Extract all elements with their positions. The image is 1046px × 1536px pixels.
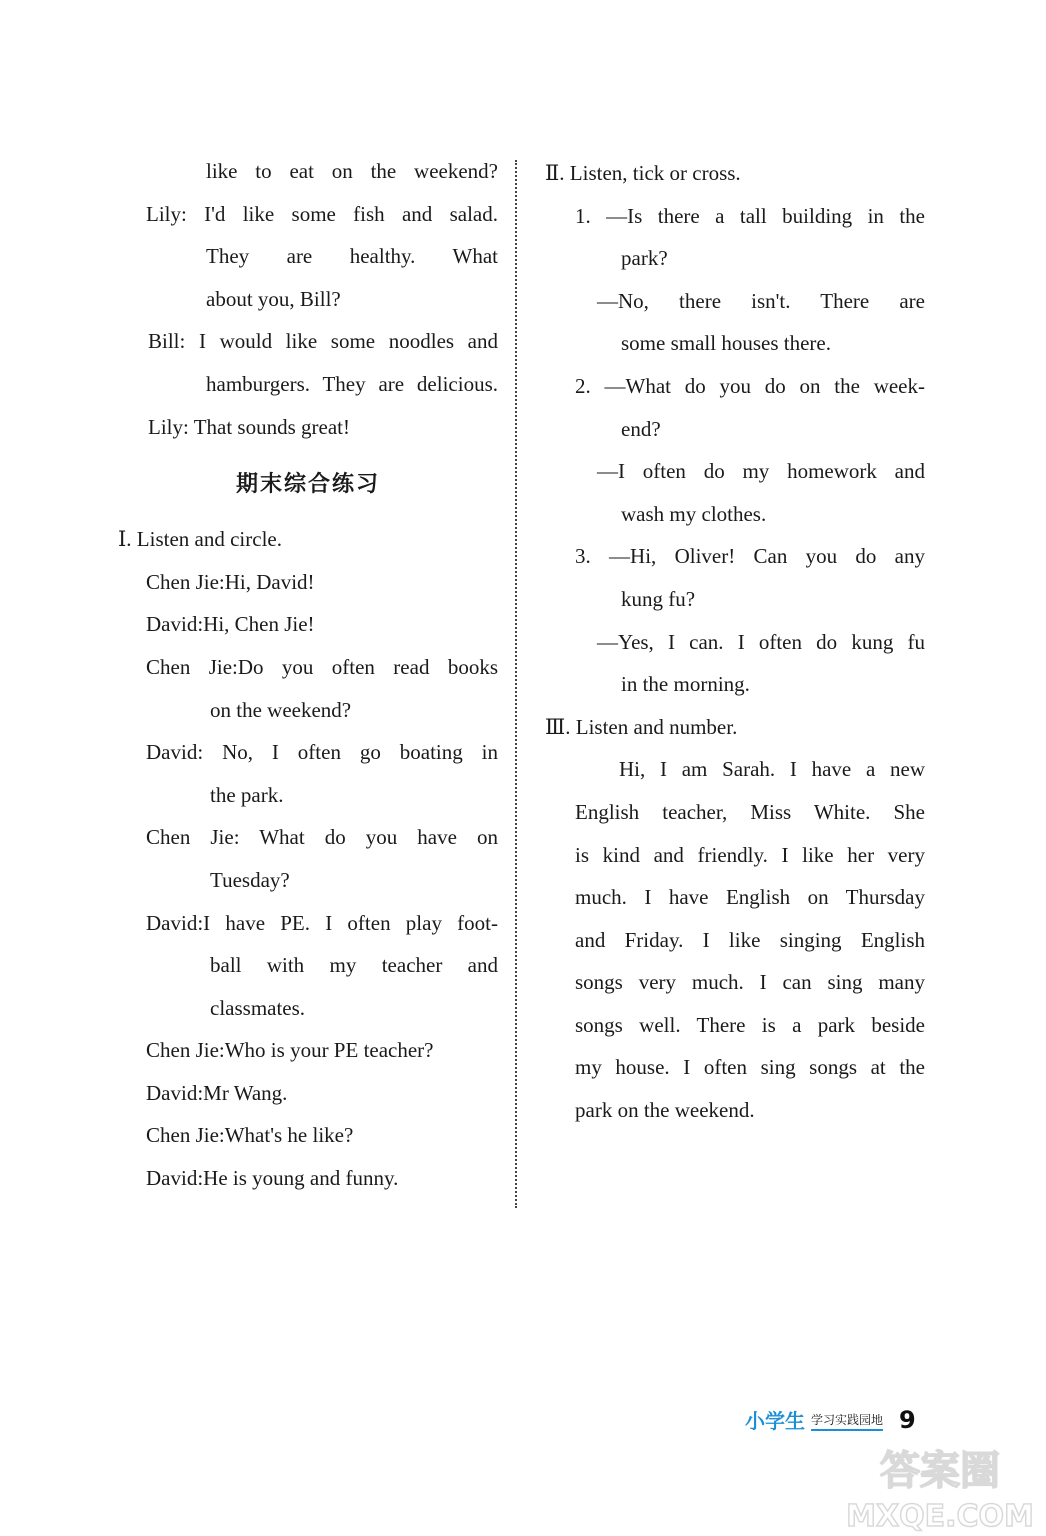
dialogue-line: kung fu? [621, 586, 696, 611]
dialogue-line: park? [621, 246, 668, 271]
page-number: 9 [899, 1406, 916, 1434]
section-title [545, 152, 925, 195]
dialogue-line: end? [621, 416, 661, 441]
dialogue-line: wash my clothes. [621, 501, 767, 526]
passage-line: much. I have English on Thursday [575, 885, 925, 910]
dialogue-line: —Yes, I can. I often do kung fu [597, 629, 925, 654]
dialogue-line: on the weekend? [210, 697, 352, 722]
dialogue-line: David:Mr Wang. [146, 1080, 288, 1105]
passage-line: English teacher, Miss White. She [575, 799, 925, 824]
section-heading: 期末综合练习 [235, 472, 380, 498]
passage-line: songs well. There is a park beside [575, 1012, 925, 1037]
dialogue-line: like to eat on the weekend? [206, 159, 498, 183]
dialogue-line: Chen Jie:Hi, David! [146, 569, 315, 594]
section-numeral: Ⅱ [545, 161, 560, 185]
dialogue-line: Bill: I would like some noodles and [148, 329, 498, 354]
dialogue-line: They are healthy. What [206, 244, 498, 269]
dialogue-line: Tuesday? [210, 867, 290, 892]
dialogue-line: Lily: I'd like some fish and salad. [146, 201, 498, 226]
passage-line: park on the weekend. [575, 1098, 755, 1123]
dialogue-line: in the morning. [621, 672, 750, 697]
dialogue-line: Lily: That sounds great! [148, 414, 350, 439]
dialogue-line: some small houses there. [621, 331, 831, 356]
brand-name: 小学生 [745, 1409, 805, 1433]
dialogue-line: Chen Jie:Do you often read books [146, 654, 498, 679]
dialogue-line: —I often do my homework and [597, 459, 925, 484]
dialogue-line: ball with my teacher and [210, 953, 498, 978]
passage-line: and Friday. I like singing English [575, 927, 925, 952]
section-title-text: . Listen and circle. [126, 527, 282, 552]
watermark-logo [840, 1440, 1040, 1532]
column-divider [515, 160, 517, 1208]
brand-subtitle: 学习实践园地 [811, 1411, 883, 1431]
section-title [118, 518, 498, 561]
right-column [545, 152, 925, 1132]
section-numeral: Ⅲ [545, 714, 566, 739]
dialogue-line: —No, there isn't. There are [597, 288, 925, 313]
section-numeral: Ⅰ [118, 527, 127, 552]
passage-line: Hi, I am Sarah. I have a new [619, 757, 925, 782]
page-footer [745, 1404, 916, 1434]
dialogue-line: David: No, I often go boating in [146, 740, 498, 765]
dialogue-line: David:I have PE. I often play foot- [146, 910, 498, 935]
passage-line: songs very much. I can sing many [575, 970, 925, 995]
dialogue-line: classmates. [210, 995, 306, 1020]
dialogue-line: 3. —Hi, Oliver! Can you do any [575, 544, 925, 569]
dialogue-line: 1. —Is there a tall building in the [575, 203, 925, 228]
section-title [545, 706, 925, 749]
dialogue-line: hamburgers. They are delicious. [206, 371, 498, 396]
passage-line: is kind and friendly. I like her very [575, 842, 925, 867]
section-title-text: . Listen, tick or cross. [559, 161, 741, 185]
passage-line: my house. I often sing songs at the [575, 1055, 925, 1080]
watermark-bottom-text: MXQE.COM [846, 1499, 1034, 1532]
section-title-text: . Listen and number. [565, 714, 738, 739]
left-column [118, 150, 498, 1200]
dialogue-line: Chen Jie:What's he like? [146, 1123, 354, 1148]
dialogue-line: about you, Bill? [206, 286, 341, 311]
dialogue-line: 2. —What do you do on the week- [575, 373, 925, 398]
dialogue-line: the park. [210, 782, 284, 807]
watermark-top-text: 答案圈 [880, 1448, 1000, 1494]
dialogue-line: Chen Jie:Who is your PE teacher? [146, 1038, 434, 1063]
dialogue-line: David:Hi, Chen Jie! [146, 612, 315, 637]
dialogue-line: Chen Jie: What do you have on [146, 825, 498, 850]
dialogue-line: David:He is young and funny. [146, 1166, 399, 1191]
